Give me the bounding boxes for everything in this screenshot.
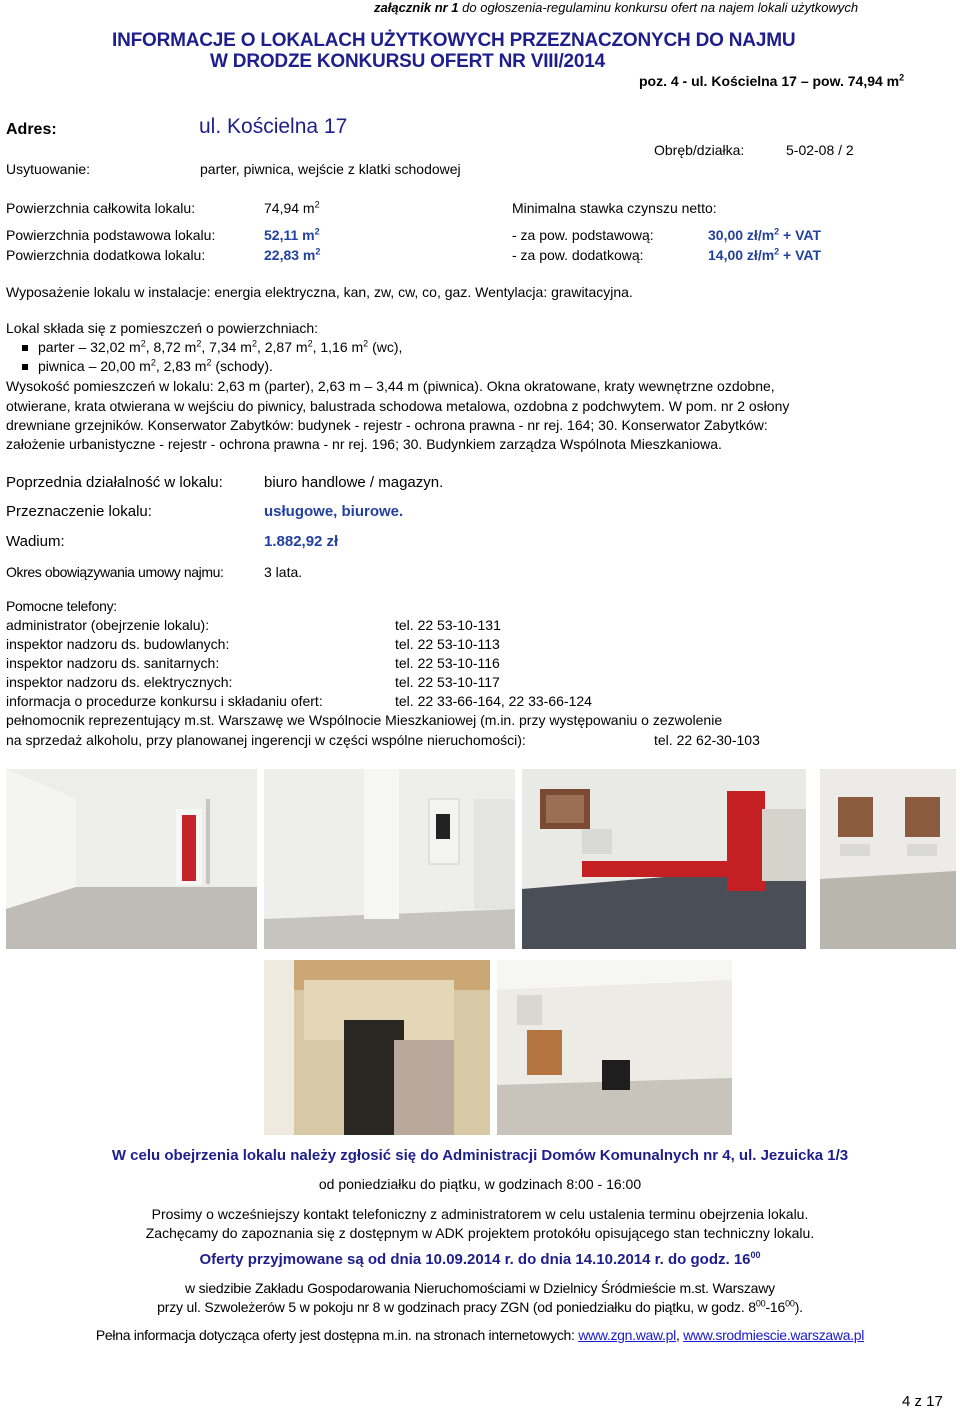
phone-row-tel: tel. 22 53-10-113 [395, 636, 500, 652]
annex-label: załącznik nr 1 [374, 0, 459, 15]
photo-room-2 [264, 769, 515, 949]
extra-area-sup: 2 [315, 246, 321, 257]
extra-area-number: 22,83 m [264, 247, 316, 263]
proxy-line-2: na sprzedaż alkoholu, przy planowanej ingerencji w części wspólne nieruchomości): [6, 732, 526, 748]
prev-activity-label: Poprzednia działalność w lokalu: [6, 474, 223, 491]
piwnica-3: (schody). [211, 358, 273, 374]
bullet-icon [22, 364, 28, 370]
seat-2a: przy ul. Szwoleżerów 5 w pokoju nr 8 w godzinach pracy ZGN (od poniedziałku do piątku, w godz. 8 [157, 1299, 756, 1315]
parter-2: , 8,72 m [145, 339, 197, 355]
basic-area-label: Powierzchnia podstawowa lokalu: [6, 227, 216, 243]
phone-row-tel: tel. 22 53-10-117 [395, 674, 500, 690]
sup-4: 2 [307, 338, 313, 349]
sup-7: 2 [206, 357, 212, 368]
offers-text: Oferty przyjmowane są od dnia 10.09.2014 r. do dnia 14.10.2014 r. do godz. 16 [199, 1251, 751, 1268]
photo-room-3 [522, 769, 806, 949]
purpose-value: usługowe, biurowe. [264, 503, 404, 520]
phone-row-tel: tel. 22 53-10-116 [395, 655, 500, 671]
contact-line-2: Zachęcamy do zapoznania się z dostępnym w ADK projektem protokółu opisującego stan techniczny lokalu. [145, 1225, 815, 1241]
document-title: INFORMACJE O LOKALACH UŻYTKOWYCH PRZEZNACZONYCH DO NAJMU [112, 30, 796, 51]
seat-2b: -16 [765, 1299, 786, 1315]
rooms-parter [22, 339, 402, 355]
sup-2: 2 [196, 338, 202, 349]
viewing-hours: od poniedziałku do piątku, w godzinach 8:00 - 16:00 [318, 1176, 642, 1192]
plot-value: 5-02-08 / 2 [786, 142, 854, 158]
phone-row-label: administrator (obejrzenie lokalu): [6, 617, 210, 633]
piwnica-1: piwnica – 20,00 m [38, 358, 151, 374]
proxy-tel: tel. 22 62-30-103 [654, 732, 760, 748]
term-value: 3 lata. [264, 564, 303, 580]
rent-extra-number: 14,00 zł/m [708, 247, 775, 263]
deposit-value: 1.882,92 zł [264, 533, 339, 550]
offers-sup: 00 [750, 1250, 761, 1260]
basic-area-sup: 2 [314, 226, 320, 237]
basic-area-number: 52,11 m [264, 227, 315, 243]
description-line-3: drewniane grzejników. Konserwator Zabytków: budynek - rejestr - ochrona prawna - nr rej. 164; 30. Konserwator Zabytków: [6, 417, 768, 433]
position-text: poz. 4 - ul. Kościelna 17 – pow. 74,94 m [639, 73, 900, 89]
rent-basic-sup: 2 [774, 226, 780, 237]
sup-6: 2 [150, 357, 156, 368]
seat-line-1: w siedzibie Zakładu Gospodarowania Nieruchomościami w Dzielnicy Śródmieście m.st. Warszawy [185, 1280, 775, 1296]
seat-sup-1: 00 [755, 1298, 766, 1309]
annex-line [374, 0, 858, 15]
phones-title: Pomocne telefony: [6, 598, 117, 614]
rent-extra-vat: + VAT [779, 247, 822, 263]
rooms-piwnica [22, 358, 273, 374]
photo-stairs [264, 960, 490, 1135]
annex-text: do ogłoszenia-regulaminu konkursu ofert na najem lokali użytkowych [458, 0, 859, 15]
parter-1: parter – 32,02 m [38, 339, 141, 355]
extra-area-label: Powierzchnia dodatkowa lokalu: [6, 247, 206, 263]
location-label: Usytuowanie: [6, 161, 91, 177]
parter-4: , 2,87 m [256, 339, 308, 355]
rent-basic-number: 30,00 zł/m [708, 227, 775, 243]
equipment-text: Wyposażenie lokalu w instalacje: energia elektryczna, kan, zw, cw, co, gaz. Wentylacja: grawitacyjna. [6, 284, 633, 300]
basic-area-value [264, 227, 320, 243]
total-area-label: Powierzchnia całkowita lokalu: [6, 200, 196, 216]
location-value: parter, piwnica, wejście z klatki schodowej [200, 161, 461, 177]
description-line-2: otwierane, krata otwierana w wejściu do piwnicy, balustrada schodowa metalowa, ozdobna z podchwytem. W pom. nr 2 osłony [6, 398, 790, 414]
phone-row-label: informacja o procedurze konkursu i składaniu ofert: [6, 693, 323, 709]
proxy-line-1: pełnomocnik reprezentujący m.st. Warszawę we Wspólnocie Mieszkaniowej (m.in. przy występowaniu o zezwolenie [6, 712, 723, 728]
rent-title: Minimalna stawka czynszu netto: [512, 200, 717, 216]
total-area-value [264, 200, 320, 216]
photo-room-1 [6, 769, 257, 949]
rent-extra-label: - za pow. dodatkową: [512, 247, 644, 263]
viewing-info: W celu obejrzenia lokalu należy zgłosić się do Administracji Domów Komunalnych nr 4, ul. Jezuicka 1/3 [111, 1147, 849, 1164]
zgn-link[interactable]: www.zgn.waw.pl [578, 1327, 676, 1343]
address-value: ul. Kościelna 17 [199, 115, 348, 138]
seat-sup-2: 00 [785, 1298, 795, 1309]
srodmiescie-link[interactable]: www.srodmiescie.warszawa.pl [683, 1327, 865, 1343]
phone-row-tel: tel. 22 33-66-164, 22 33-66-124 [395, 693, 592, 709]
seat-line-2 [0, 1299, 960, 1315]
parter-6: (wc), [368, 339, 403, 355]
position-sup: 2 [899, 72, 905, 83]
term-label: Okres obowiązywania umowy najmu: [6, 564, 224, 580]
offers-deadline [0, 1251, 960, 1268]
sup-1: 2 [140, 338, 146, 349]
info-text: Pełna informacja dotycząca oferty jest dostępna m.in. na stronach internetowych: [95, 1327, 579, 1343]
deposit-label: Wadium: [6, 533, 65, 550]
total-area-sup: 2 [314, 199, 320, 210]
document-subtitle: W DRODZE KONKURSU OFERT NR VIII/2014 [210, 51, 606, 72]
rent-basic-vat: + VAT [779, 227, 822, 243]
purpose-label: Przeznaczenie lokalu: [6, 503, 152, 520]
seat-2c: ). [794, 1299, 803, 1315]
link-separator: , [675, 1327, 684, 1343]
photo-room-4 [820, 769, 956, 949]
plot-label: Obręb/działka: [654, 142, 745, 158]
sup-5: 2 [363, 338, 369, 349]
phone-row-label: inspektor nadzoru ds. sanitarnych: [6, 655, 220, 671]
photo-basement [497, 960, 732, 1135]
position-line [639, 73, 904, 89]
rooms-intro: Lokal składa się z pomieszczeń o powierzchniach: [6, 320, 319, 336]
bullet-icon [22, 345, 28, 351]
parter-3: , 7,34 m [201, 339, 252, 355]
total-area-number: 74,94 m [264, 200, 315, 216]
piwnica-2: , 2,83 m [155, 358, 207, 374]
address-label: Adres: [6, 121, 57, 138]
phone-row-label: inspektor nadzoru ds. elektrycznych: [6, 674, 233, 690]
rent-basic-value [708, 227, 821, 243]
phone-row-label: inspektor nadzoru ds. budowlanych: [6, 636, 230, 652]
description-line-4: założenie urbanistyczne - rejestr - ochrona prawna - nr rej. 196; 30. Budynkiem zarządza Wspólnota Mieszkaniowa. [6, 436, 722, 452]
rent-basic-label: - za pow. podstawową: [512, 227, 654, 243]
extra-area-value [264, 247, 320, 263]
description-line-1: Wysokość pomieszczeń w lokalu: 2,63 m (parter), 2,63 m – 3,44 m (piwnica). Okna okratowane, kraty wewnętrzne ozdobne, [6, 378, 775, 394]
sup-3: 2 [251, 338, 257, 349]
prev-activity-value: biuro handlowe / magazyn. [264, 474, 444, 491]
rent-extra-sup: 2 [774, 246, 780, 257]
info-line [0, 1327, 960, 1343]
contact-line-1: Prosimy o wcześniejszy kontakt telefoniczny z administratorem w celu ustalenia terminu obejrzenia lokalu. [151, 1206, 809, 1222]
page-number: 4 z 17 [902, 1393, 943, 1410]
phone-row-tel: tel. 22 53-10-131 [395, 617, 501, 633]
rent-extra-value [708, 247, 821, 263]
parter-5: , 1,16 m [312, 339, 364, 355]
